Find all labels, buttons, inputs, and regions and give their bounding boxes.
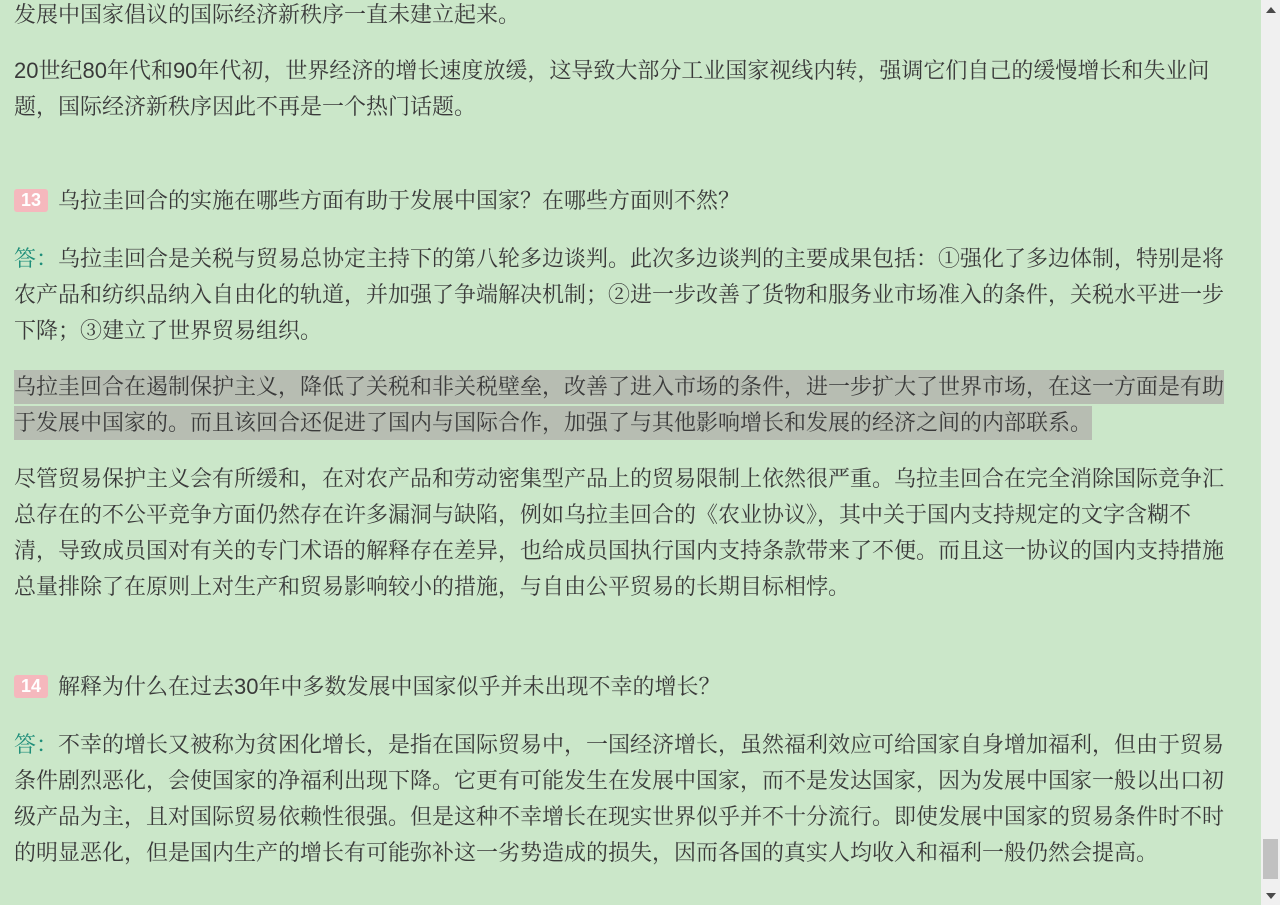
vertical-scrollbar[interactable]: [1261, 0, 1280, 905]
paragraph-intro-2: 20世纪80年代和90年代初，世界经济的增长速度放缓，这导致大部分工业国家视线内转，强调它们自己的缓慢增长和失业问题，国际经济新秩序因此不再是一个热门话题。: [14, 58, 1210, 119]
question-14: [14, 669, 1233, 705]
scroll-down-button[interactable]: [1261, 886, 1280, 905]
question-number-badge: 13: [14, 189, 48, 212]
paragraph-intro-1: 发展中国家倡议的国际经济新秩序一直未建立起来。: [14, 2, 521, 27]
question-text: 解释为什么在过去30年中多数发展中国家似乎并未出现不幸的增长？: [58, 674, 721, 699]
answer-label: 答：: [14, 246, 59, 271]
question-number-badge: 14: [14, 675, 48, 698]
scroll-up-button[interactable]: [1261, 0, 1280, 19]
answer-13: [14, 241, 1233, 349]
question-13: [14, 183, 1233, 219]
scrollbar-thumb[interactable]: [1263, 839, 1278, 879]
answer-13-highlighted-paragraph: [14, 369, 1233, 441]
answer-label: 答：: [14, 732, 59, 757]
answer-text: 乌拉圭回合是关税与贸易总协定主持下的第八轮多边谈判。此次多边谈判的主要成果包括：①强化了多边体制，特别是将农产品和纺织品纳入自由化的轨道，并加强了争端解决机制；②进一步改善了货物和服务业市场准入的条件，关税水平进一步下降；③建立了世界贸易组织。: [14, 246, 1225, 343]
answer-14: [14, 727, 1233, 871]
scroll-up-icon: [1266, 7, 1276, 13]
question-text: 乌拉圭回合的实施在哪些方面有助于发展中国家？在哪些方面则不然？: [58, 188, 741, 213]
selected-text: 乌拉圭回合在遏制保护主义，降低了关税和非关税壁垒，改善了进入市场的条件，进一步扩大了世界市场，在这一方面是有助于发展中国家的。而且该回合还促进了国内与国际合作，加强了与其他影响增长和发展的经济之间的内部联系。: [14, 370, 1224, 440]
answer-13-continued-paragraph: 尽管贸易保护主义会有所缓和，在对农产品和劳动密集型产品上的贸易限制上依然很严重。乌拉圭回合在完全消除国际竞争汇总存在的不公平竞争方面仍然存在许多漏洞与缺陷，例如乌拉圭回合的《农业协议》，其中关于国内支持规定的文字含糊不清，导致成员国对有关的专门术语的解释存在差异，也给成员国执行国内支持条款带来了不便。而且这一协议的国内支持措施总量排除了在原则上对生产和贸易影响较小的措施，与自由公平贸易的长期目标相悖。: [14, 466, 1225, 599]
scroll-down-icon: [1266, 893, 1276, 899]
answer-text: 不幸的增长又被称为贫困化增长，是指在国际贸易中，一国经济增长，虽然福利效应可给国家自身增加福利，但由于贸易条件剧烈恶化，会使国家的净福利出现下降。它更有可能发生在发展中国家，而不是发达国家，因为发展中国家一般以出口初级产品为主，且对国际贸易依赖性很强。但是这种不幸增长在现实世界似乎并不十分流行。即使发展中国家的贸易条件时不时的明显恶化，但是国内生产的增长有可能弥补这一劣势造成的损失，因而各国的真实人均收入和福利一般仍然会提高。: [14, 732, 1225, 865]
